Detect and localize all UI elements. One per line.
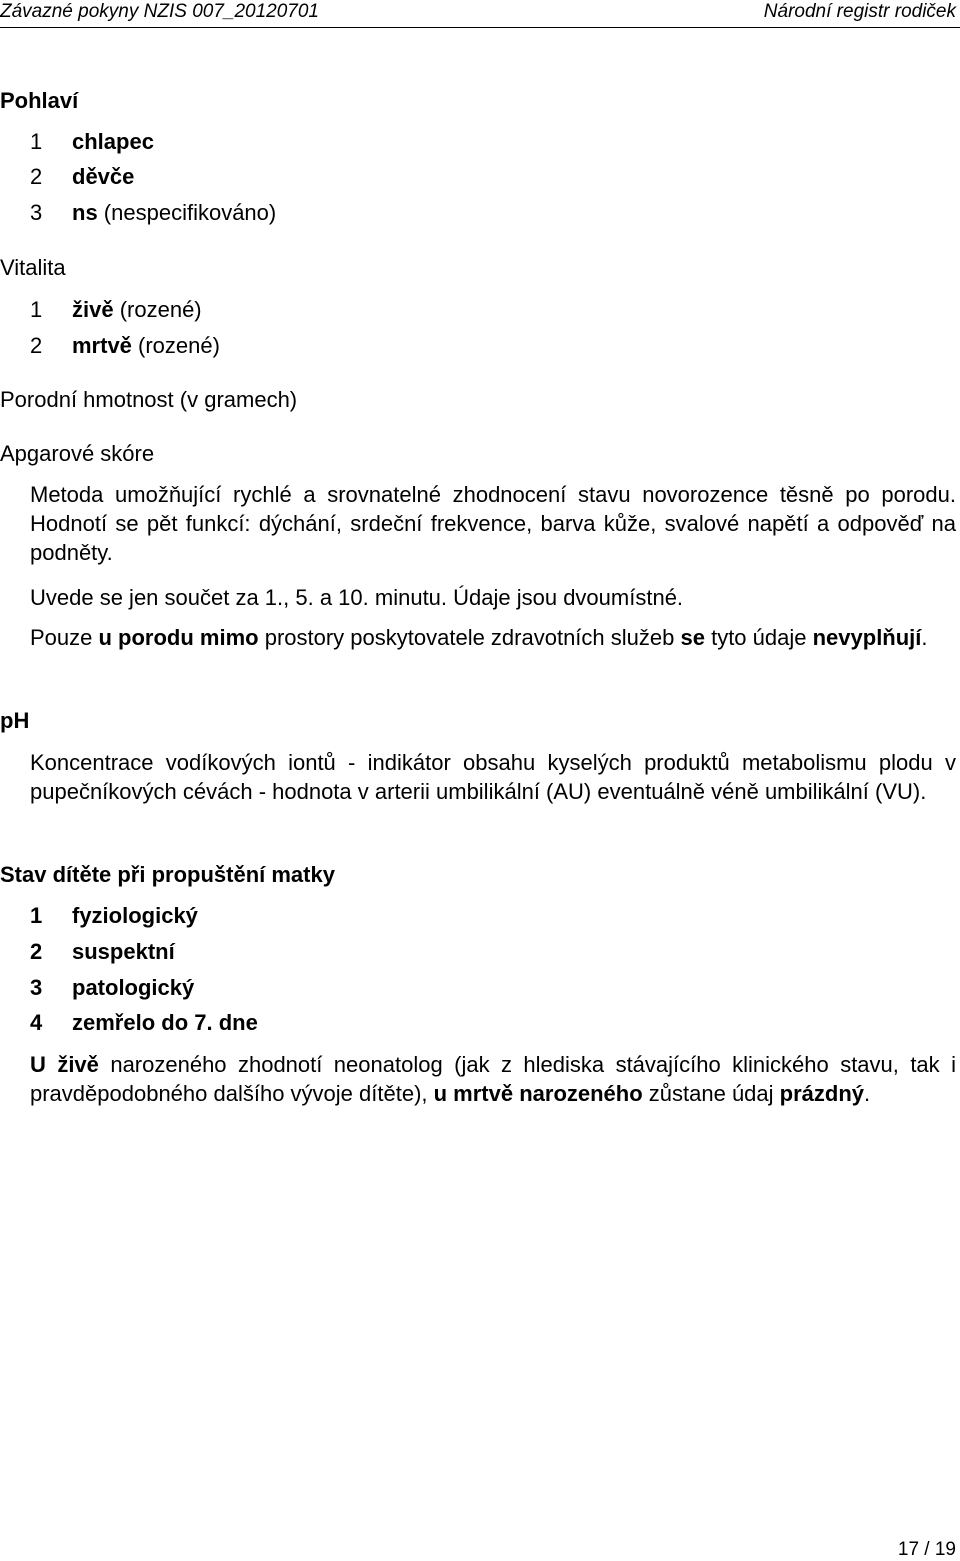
item-label: mrtvě (72, 333, 132, 358)
list-item (30, 333, 220, 359)
item-label: patologický (72, 975, 195, 1000)
page-header (0, 0, 960, 28)
section-title-pohlavi: Pohlaví (0, 88, 79, 113)
text-span: Pouze (30, 625, 99, 650)
item-note: (nespecifikováno) (97, 200, 277, 225)
list-item (30, 1010, 258, 1036)
text-bold: U živě (30, 1052, 99, 1077)
section-title-vitalita: Vitalita (0, 255, 66, 280)
text-bold: nevyplňují (812, 625, 922, 650)
text-span: zůstane údaj (642, 1081, 780, 1106)
ph-description: Koncentrace vodíkových iontů - indikátor obsahu kyselých produktů metabolismu plodu v pupečníkových cévách - hodnota v arterii umbilikální (AU) eventuálně véně umbilikální (VU). (30, 750, 956, 804)
item-number: 3 (30, 975, 43, 1000)
text-bold: se (680, 625, 705, 650)
item-label: ns (72, 200, 98, 225)
stav-note (30, 1050, 956, 1108)
item-number: 2 (30, 939, 43, 964)
item-number: 2 (30, 164, 43, 189)
list-item (30, 200, 276, 226)
text-span: . (921, 625, 928, 650)
section-title-apgar: Apgarové skóre (0, 441, 155, 466)
apgar-instruction: Uvede se jen součet za 1., 5. a 10. minutu. Údaje jsou dvoumístné. (30, 585, 684, 610)
list-item (30, 975, 194, 1001)
list-item (30, 297, 202, 323)
section-title-hmotnost: Porodní hmotnost (v gramech) (0, 387, 298, 412)
item-label: živě (72, 297, 114, 322)
item-label: chlapec (72, 129, 154, 154)
item-number: 1 (30, 903, 43, 928)
text-span: . (864, 1081, 871, 1106)
item-label: děvče (72, 164, 135, 189)
apgar-exception-note (30, 623, 956, 652)
text-span: prostory poskytovatele zdravotních služeb (258, 625, 681, 650)
header-registry-name: Národní registr rodiček (763, 1, 956, 22)
list-item (30, 164, 134, 190)
text-bold: u porodu mimo (98, 625, 259, 650)
list-item (30, 939, 175, 965)
page-number: 17 / 19 (897, 1539, 956, 1560)
item-note: (rozené) (131, 333, 220, 358)
text-bold: prázdný (779, 1081, 865, 1106)
text-span: narozeného zhodnotí neonatolog (jak z hlediska stávajícího klinického stavu, tak i pravděpodobného dalšího vývoje dítěte), (30, 1052, 956, 1106)
item-label: fyziologický (72, 903, 198, 928)
item-note: (rozené) (113, 297, 202, 322)
item-number: 4 (30, 1010, 43, 1035)
list-item (30, 129, 154, 155)
text-span: tyto údaje (704, 625, 813, 650)
header-document-title: Závazné pokyny NZIS 007_20120701 (0, 1, 319, 22)
list-item (30, 903, 198, 929)
section-title-ph: pH (0, 708, 30, 733)
item-label: zemřelo do 7. dne (72, 1010, 258, 1035)
text-bold: u mrtvě narozeného (433, 1081, 643, 1106)
item-number: 1 (30, 129, 43, 154)
apgar-description: Metoda umožňující rychlé a srovnatelné zhodnocení stavu novorozence těsně po porodu. Hodnotí se pět funkcí: dýchání, srdeční frekvence, barva kůže, svalové napětí a odpověď na podněty. (30, 482, 956, 565)
item-number: 3 (30, 200, 43, 225)
item-label: suspektní (72, 939, 175, 964)
item-number: 1 (30, 297, 43, 322)
section-title-stav: Stav dítěte při propuštění matky (0, 862, 335, 887)
item-number: 2 (30, 333, 43, 358)
